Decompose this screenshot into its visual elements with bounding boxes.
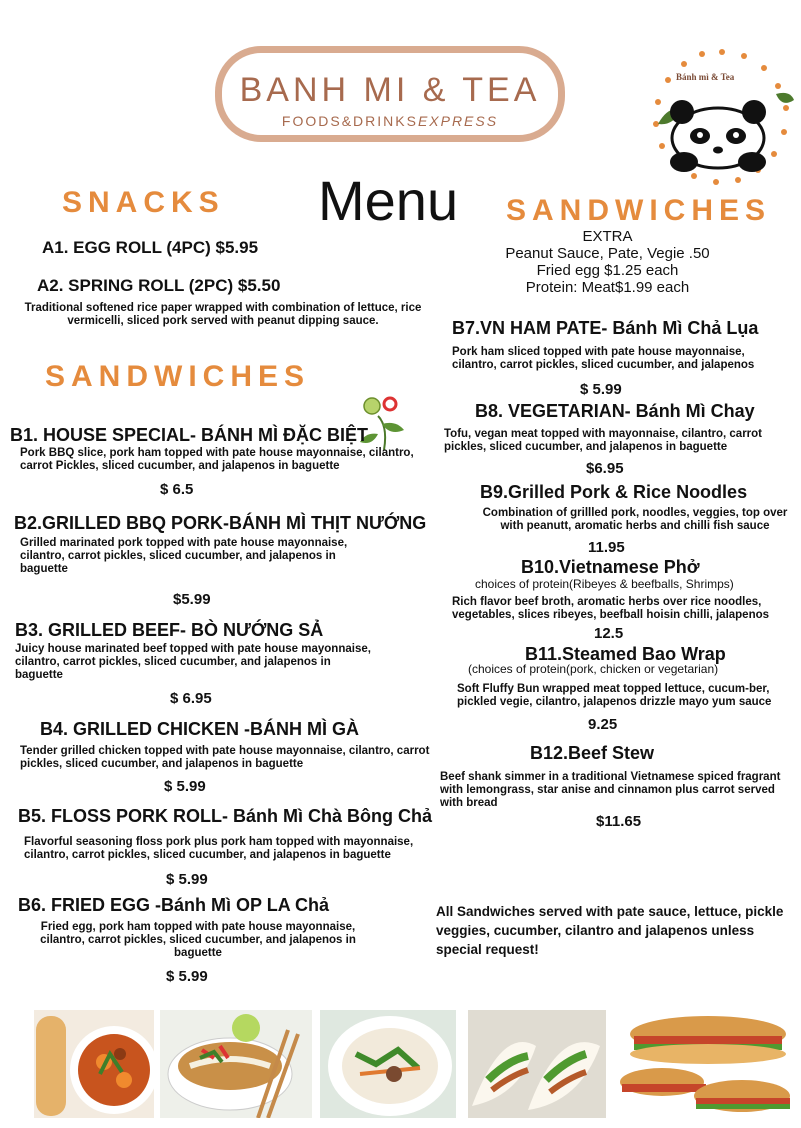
snack-a1-title: A1. EGG ROLL (4PC) $5.95: [42, 238, 259, 257]
b10-title: B10.Vietnamese Phở: [521, 557, 700, 577]
b4-desc: Tender grilled chicken topped with pate house mayonnaise, cilantro, carrot pickles, sliced cucumber, and jalapenos in baguette: [20, 745, 430, 770]
b9-price: 11.95: [588, 539, 625, 556]
b2-price: $5.99: [173, 591, 211, 608]
extras-line-2: Fried egg $1.25 each: [536, 262, 679, 279]
brand-logo: [215, 46, 565, 142]
b12-desc: Beef shank simmer in a traditional Vietnamese spiced fragrant with lemongrass, star anise and cinnamon plus carrot served with bread: [440, 771, 781, 809]
snack-a2-title: A2. SPRING ROLL (2PC) $5.50: [37, 276, 281, 295]
b11-price: 9.25: [588, 716, 618, 733]
b5-price: $ 5.99: [166, 871, 208, 888]
sandwich-note: All Sandwiches served with pate sauce, lettuce, pickle veggies, cucumber, cilantro and jalapenos unless special request!: [436, 904, 784, 957]
b3-desc: Juicy house marinated beef topped with pate house mayonnaise, cilantro, carrot pickles, sliced cucumber, and jalapenos in baguette: [15, 643, 371, 681]
b2-desc: Grilled marinated pork topped with pate house mayonnaise, cilantro, carrot pickles, sliced cucumber, and jalapenos in baguette: [20, 537, 348, 575]
b1-desc: Pork BBQ slice, pork ham topped with pate house mayonnaise, cilantro, carrot Pickles, sliced cucumber, and jalapenos in baguette: [20, 447, 414, 472]
b7-title: B7.VN HAM PATE- Bánh Mì Chả Lụa: [452, 318, 759, 338]
b1-title: B1. HOUSE SPECIAL- BÁNH MÌ ĐẶC BIỆT: [10, 425, 369, 445]
logo-title: BANH MI & TEA: [239, 71, 541, 109]
b7-price: $ 5.99: [580, 381, 622, 398]
b11-title: B11.Steamed Bao Wrap: [525, 644, 726, 664]
b1-price: $ 6.5: [160, 481, 194, 498]
banh-mi-photo: [612, 1010, 794, 1118]
panda-logo-icon: [648, 46, 796, 188]
b9-desc: Combination of grillled pork, noodles, veggies, top over with peanutt, aromatic herbs and chilli fish sauce: [482, 507, 788, 532]
b7-desc: Pork ham sliced topped with pate house mayonnaise, cilantro, carrot pickles, sliced cucumber, and jalapenos: [452, 346, 755, 371]
sandwiches-heading-left: SANDWICHES: [45, 360, 311, 393]
b8-title: B8. VEGETARIAN- Bánh Mì Chay: [475, 401, 755, 421]
rice-noodle-salad-photo: [320, 1010, 456, 1118]
b4-title: B4. GRILLED CHICKEN -BÁNH MÌ GÀ: [40, 719, 359, 739]
b10-desc: Rich flavor beef broth, aromatic herbs over rice noodles, vegetables, slices ribeyes, beefball hoisin chilli, jalapenos: [452, 596, 770, 621]
b6-desc: Fried egg, pork ham topped with pate house mayonnaise, cilantro, carrot pickles, sliced cucumber, and jalapenos in baguette: [40, 921, 356, 959]
b9-title: B9.Grilled Pork & Rice Noodles: [480, 482, 748, 502]
b6-price: $ 5.99: [166, 968, 208, 985]
b8-desc: Tofu, vegan meat topped with mayonnaise, cilantro, carrot pickles, sliced cucumber, and jalapenos in baguette: [444, 428, 763, 453]
b12-title: B12.Beef Stew: [530, 743, 655, 763]
b8-price: $6.95: [586, 460, 624, 477]
beef-stew-photo: [34, 1010, 154, 1118]
b11-subtitle: (choices of protein(pork, chicken or vegetarian): [468, 662, 719, 676]
b12-price: $11.65: [596, 813, 642, 830]
b5-desc: Flavorful seasoning floss pork plus pork ham topped with mayonnaise, cilantro, carrot pickles, sliced cucumber, and jalapenos in baguette: [24, 836, 414, 861]
b3-title: B3. GRILLED BEEF- BÒ NƯỚNG SẢ: [15, 620, 324, 640]
extras-title: EXTRA: [582, 228, 633, 245]
b10-price: 12.5: [594, 625, 624, 642]
extras-line-1: Peanut Sauce, Pate, Vegie .50: [505, 245, 710, 262]
extras-box: [490, 228, 725, 296]
b2-title: B2.GRILLED BBQ PORK-BÁNH MÌ THỊT NƯỚNG: [14, 513, 427, 533]
snacks-heading: SNACKS: [62, 186, 225, 219]
extras-line-3: Protein: Meat$1.99 each: [525, 279, 690, 296]
b10-subtitle: choices of protein(Ribeyes & beefballs, Shrimps): [475, 577, 734, 591]
menu-title: Menu: [318, 169, 459, 232]
b3-price: $ 6.95: [170, 690, 212, 707]
b5-title: B5. FLOSS PORK ROLL- Bánh Mì Chà Bông Chả: [18, 806, 432, 826]
b4-price: $ 5.99: [164, 778, 206, 795]
b6-title: B6. FRIED EGG -Bánh Mì OP LA Chả: [18, 895, 330, 915]
bao-wrap-photo: [468, 1010, 606, 1118]
b11-desc: Soft Fluffy Bun wrapped meat topped lettuce, cucum-ber, pickled vegie, cilantro, jalapenos drizzle mayo yum sauce: [457, 683, 772, 708]
pho-bowl-photo: [160, 1010, 312, 1118]
snack-a2-desc: Traditional softened rice paper wrapped with combination of lettuce, rice vermicelli, sliced pork served with peanut dipping sauce.: [24, 302, 422, 327]
logo-subtitle: FOODS&DRINKSEXPRESS: [281, 113, 499, 129]
badge-text: Bánh mì & Tea: [676, 72, 735, 82]
panda-badge: [648, 46, 796, 188]
sandwiches-heading-right: SANDWICHES: [506, 194, 772, 227]
